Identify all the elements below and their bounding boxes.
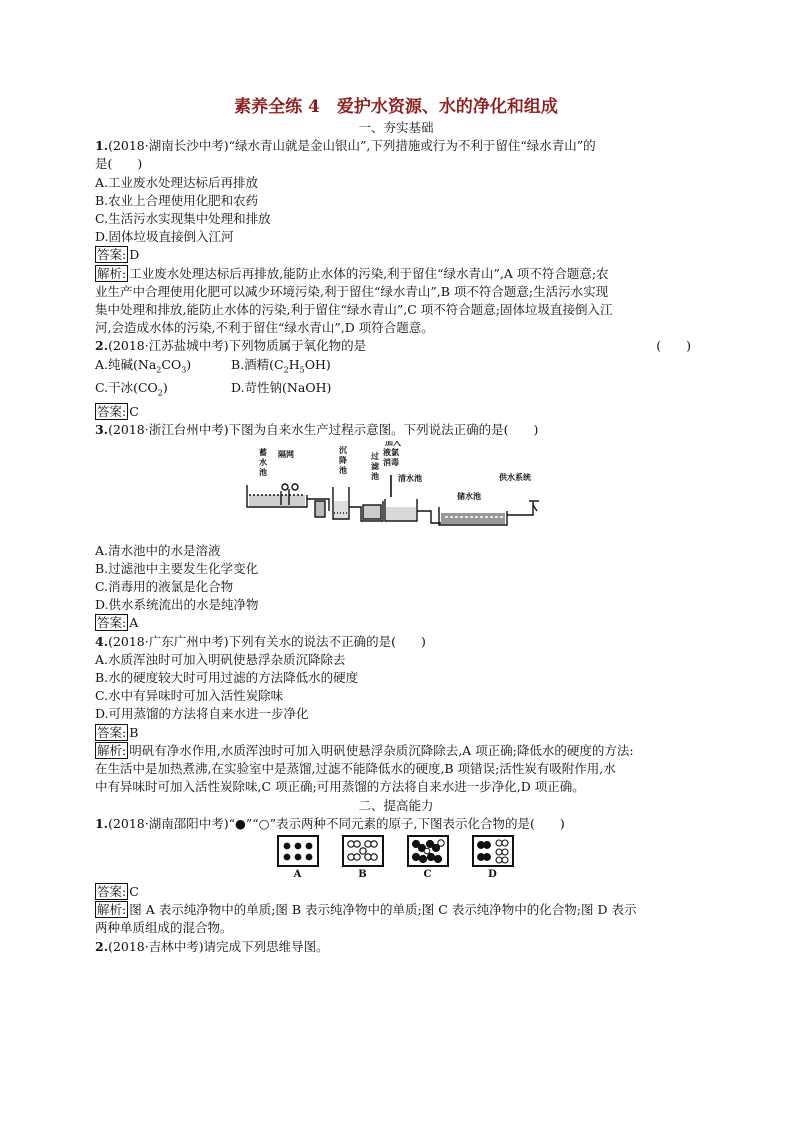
label-jiaru: 加入液氯消毒: [383, 441, 401, 468]
analysis-block: [95, 742, 697, 797]
analysis-line: 图 A 表示纯净物中的单质;图 B 表示纯净物中的单质;图 C 表示纯净物中的化合物;图 D 表示: [129, 902, 637, 918]
question-1: [95, 137, 697, 337]
molecule-box-c: [407, 835, 449, 867]
molecule-box-a: [277, 835, 319, 867]
question-stem: (2018·湖南长沙中考)“绿水青山就是金山银山”,下列措施或行为不利于留住“绿水青山”的: [108, 138, 596, 154]
question-5: [95, 815, 697, 938]
label-qingshui: 清水池: [398, 474, 422, 484]
label-gewang: 隔网: [278, 450, 294, 460]
section-heading-2: 二、提高能力: [358, 797, 434, 813]
question-2: [95, 337, 697, 421]
option-a: A.清水池中的水是溶液: [95, 542, 221, 558]
analysis-line: 在生活中是加热煮沸,在实验室中是蒸馏,过滤不能降低水的硬度,B 项错误;活性炭有吸附作用,水: [95, 761, 616, 777]
answer-line: [95, 724, 697, 742]
molecule-box-b: [342, 835, 384, 867]
answer-value: C: [129, 404, 139, 420]
answer-value: D: [129, 247, 140, 263]
label-chenjiang: 沉降池: [339, 446, 347, 476]
label-guolv: 过滤池: [371, 452, 379, 482]
question-stem: (2018·浙江台州中考)下图为自来水生产过程示意图。下列说法正确的是( ): [108, 422, 539, 438]
question-number: 1.: [95, 815, 109, 831]
question-3: [95, 421, 697, 632]
option-d: D.可用蒸馏的方法将自来水进一步净化: [95, 706, 309, 722]
molecule-option-d: [460, 835, 525, 881]
answer-line: [95, 246, 697, 264]
answer-line: [95, 883, 697, 901]
label-chushui: 储水池: [457, 492, 481, 502]
option-a: A.纯碱$(Na_2CO_3)$: [95, 356, 192, 375]
water-treatment-diagram: [245, 441, 697, 538]
question-stem-cont: 是( ): [95, 156, 143, 172]
answer-label: 答案:: [97, 615, 127, 631]
answer-label: 答案:: [97, 247, 127, 263]
answer-line: [95, 614, 697, 632]
answer-label: 答案:: [97, 883, 127, 899]
answer-value: C: [129, 883, 139, 899]
option-label: C: [423, 868, 432, 880]
label-gongshui: 供水系统: [499, 473, 531, 483]
answer-value: A: [129, 615, 139, 631]
analysis-line: 明矾有净水作用,水质浑浊时可加入明矾使悬浮杂质沉降除去,A 项正确;降低水的硬度的方法:: [129, 742, 634, 758]
option-b: B.农业上合理使用化肥和农药: [95, 192, 259, 208]
analysis-block: [95, 901, 697, 937]
analysis-line: 工业废水处理达标后再排放,能防止水体的污染,利于留住“绿水青山”,A 项不符合题意;农: [129, 265, 609, 281]
analysis-label: 解析:: [97, 742, 127, 758]
answer-paren: ( ): [656, 338, 691, 354]
option-b: B.酒精$(C_2H_5OH)$: [231, 356, 331, 375]
option-b: B.过滤池中主要发生化学变化: [95, 560, 259, 576]
option-label: A: [293, 868, 302, 880]
answer-value: B: [129, 724, 139, 740]
page-title: 素养全练 4 爱护水资源、水的净化和组成: [234, 97, 558, 117]
question-4: [95, 633, 697, 797]
process-figure: [245, 441, 545, 533]
label-xushui: 蓄水池: [259, 448, 267, 478]
molecule-option-a: [265, 835, 330, 881]
option-a: A.工业废水处理达标后再排放: [95, 174, 259, 190]
question-number: 3.: [95, 422, 109, 438]
section-heading-1: 一、夯实基础: [358, 120, 434, 135]
question-stem: (2018·江苏盐城中考)下列物质属于氧化物的是: [108, 338, 367, 354]
option-c: C.消毒用的液氯是化合物: [95, 579, 234, 595]
option-d: D.固体垃圾直接倒入江河: [95, 229, 234, 245]
question-6: [95, 938, 697, 956]
question-number: 4.: [95, 633, 109, 649]
question-stem: (2018·广东广州中考)下列有关水的说法不正确的是( ): [108, 633, 426, 649]
analysis-line: 河,会造成水体的污染,不利于留住“绿水青山”,D 项符合题意。: [95, 320, 434, 336]
option-c: C.水中有异味时可加入活性炭除味: [95, 688, 284, 704]
question-number: 2.: [95, 338, 109, 354]
analysis-line: 中有异味时可加入活性炭除味,C 项正确;可用蒸馏的方法将自来水进一步净化,D 项正确。: [95, 779, 585, 795]
molecule-box-d: [472, 835, 514, 867]
analysis-line: 业生产中合理使用化肥可以减少环境污染,利于留住“绿水青山”,B 项不符合题意;生活污水实现: [95, 283, 609, 299]
option-d: D.供水系统流出的水是纯净物: [95, 597, 259, 613]
question-number: 2.: [95, 938, 109, 954]
option-b: B.水的硬度较大时可用过滤的方法降低水的硬度: [95, 670, 359, 686]
analysis-label: 解析:: [97, 265, 127, 281]
molecule-option-b: [330, 835, 395, 881]
molecule-option-c: [395, 835, 460, 881]
option-c: C.生活污水实现集中处理和排放: [95, 211, 271, 227]
analysis-label: 解析:: [97, 902, 127, 918]
question-stem: (2018·吉林中考)请完成下列思维导图。: [108, 938, 329, 954]
analysis-block: [95, 265, 697, 338]
option-c: C.干冰$(CO_2)$: [95, 380, 168, 398]
answer-label: 答案:: [97, 404, 127, 420]
answer-label: 答案:: [97, 724, 127, 740]
question-stem: (2018·湖南邵阳中考)“●”“○”表示两种不同元素的原子,下图表示化合物的是( ): [108, 815, 565, 831]
option-d: D.苛性钠(NaOH): [231, 380, 332, 396]
worksheet-page: [95, 96, 697, 956]
option-label: D: [488, 868, 497, 880]
option-a: A.水质浑浊时可加入明矾使悬浮杂质沉降除去: [95, 651, 346, 667]
analysis-line: 两种单质组成的混合物。: [95, 920, 233, 936]
analysis-line: 集中处理和排放,能防止水体的污染,利于留住“绿水青山”,C 项不符合题意;固体垃圾直接倒入江: [95, 302, 613, 318]
question-number: 1.: [95, 138, 109, 154]
option-label: B: [358, 868, 367, 880]
molecule-figure: [265, 835, 697, 881]
answer-line: [95, 403, 697, 421]
